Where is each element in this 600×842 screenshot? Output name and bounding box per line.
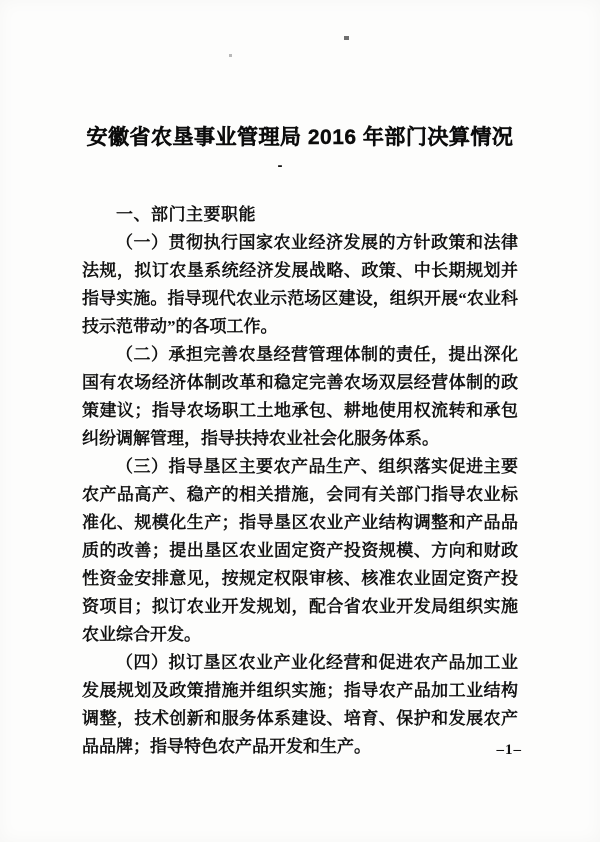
paragraph-2: （二）承担完善农垦经营管理体制的责任，提出深化国有农场经济体制改革和稳定完善农场双层经营体制的政策建议；指导农场职工土地承包、耕地使用权流转和承包纠纷调解管理，指导扶持农业社会化服务体系。	[82, 345, 518, 448]
scan-artifact-speck	[229, 54, 232, 57]
page-number: –1–	[496, 742, 522, 758]
section-heading: 一、部门主要职能	[116, 205, 256, 224]
paragraph-1: （一）贯彻执行国家农业经济发展的方针政策和法律法规，拟订农垦系统经济发展战略、政策、中长期规划并指导实施。指导现代农业示范场区建设，组织开展“农业科技示范带动”的各项工作。	[82, 233, 518, 336]
paragraph-4: （四）拟订垦区农业产业化经营和促进农产品加工业发展规划及政策措施并组织实施；指导农产品加工业结构调整，技术创新和服务体系建设、培育、保护和发展农产品品牌；指导特色农产品开发和生产。	[82, 653, 518, 756]
document-body	[82, 201, 518, 761]
scan-artifact-speck	[344, 36, 349, 40]
title-underline-dash: -	[277, 157, 283, 174]
paragraph-3: （三）指导垦区主要农产品生产、组织落实促进主要农产品高产、稳产的相关措施，会同有关部门指导农业标准化、规模化生产；指导垦区农业产业结构调整和产品品质的改善；提出垦区农业固定资产投资规模、方向和财政性资金安排意见，按规定权限审核、核准农业固定资产投资项目；拟订农业开发规划，配合省农业开发局组织实施农业综合开发。	[82, 457, 518, 644]
document-title: 安徽省农垦事业管理局 2016 年部门决算情况	[86, 126, 514, 149]
